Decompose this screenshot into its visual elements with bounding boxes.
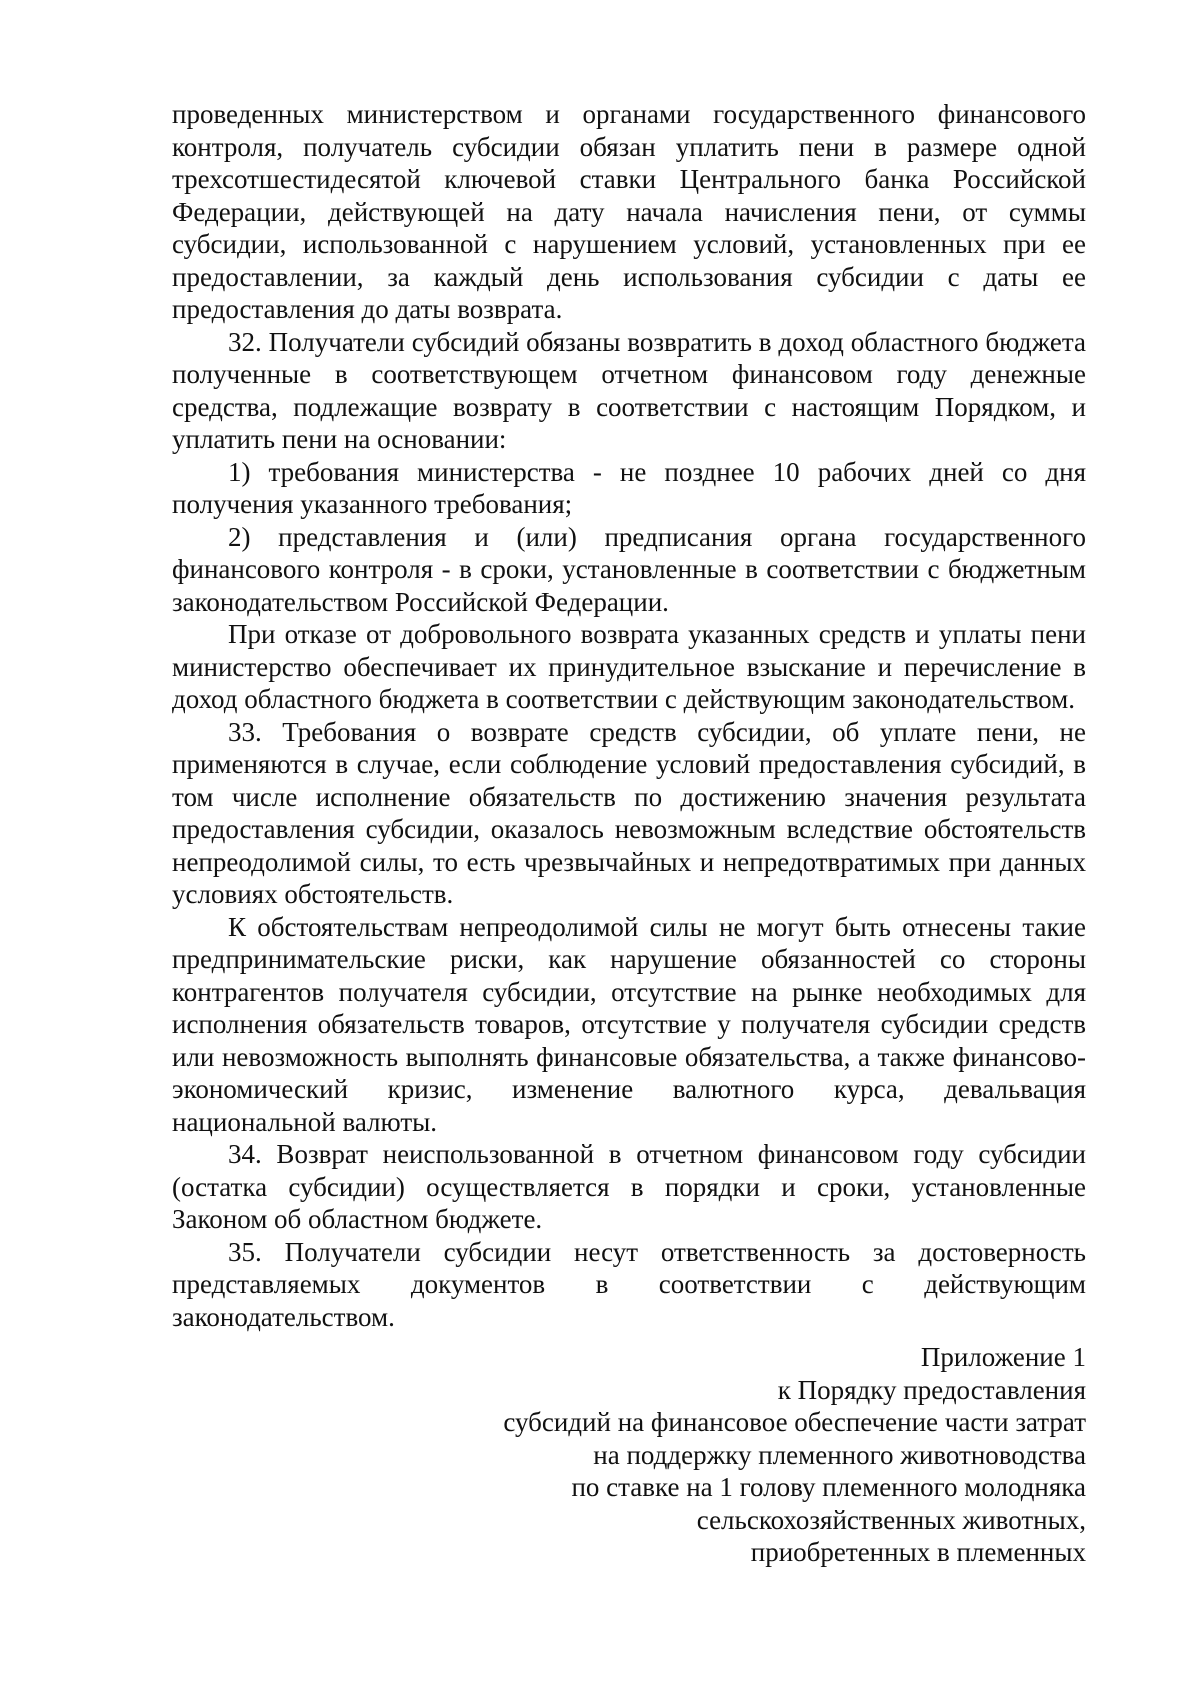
paragraph-clause-35: 35. Получатели субсидии несут ответственность за достоверность представляемых документов в соответствии с действующим законодательством. bbox=[172, 1236, 1086, 1332]
appendix-line: сельскохозяйственных животных, bbox=[696, 1504, 1086, 1535]
appendix-header bbox=[172, 1341, 1086, 1569]
paragraph-continuation: проведенных министерством и органами государственного финансового контроля, получатель субсидии обязан уплатить пени в размере одной трехсотшестидесятой ключевой ставки Центрального банка Российской Федерации, действующей на дату начала начисления пени, от суммы субсидии, использованной с нарушением условий, установленных при ее предоставлении, за каждый день использования субсидии с даты ее предоставления до даты возврата. bbox=[172, 99, 1086, 324]
appendix-title: Приложение 1 bbox=[920, 1342, 1086, 1372]
paragraph-clause-32-refusal: При отказе от добровольного возврата указанных средств и уплаты пени министерство обеспечивает их принудительное взыскание и перечисление в доход областного бюджета в соответствии с действующим законодательством. bbox=[172, 619, 1086, 714]
appendix-line: субсидий на финансовое обеспечение части затрат bbox=[503, 1407, 1086, 1437]
paragraph-clause-32-item-1: 1) требования министерства - не позднее 10 рабочих дней со дня получения указанного требования; bbox=[172, 456, 1086, 519]
paragraph-clause-32: 32. Получатели субсидий обязаны возвратить в доход областного бюджета полученные в соответствующем отчетном финансовом году денежные средства, подлежащие возврату в соответствии с настоящим Порядком, и уплатить пени на основании: bbox=[172, 326, 1086, 454]
paragraph-clause-33-force-majeure: К обстоятельствам непреодолимой силы не могут быть отнесены такие предпринимательские риски, как нарушение обязанностей со стороны контрагентов получателя субсидии, отсутствие на рынке необходимых для исполнения обязательств товаров, отсутствие у получателя субсидии средств или невозможность выполнять финансовые обязательства, а также финансово-экономический кризис, изменение валютного курса, девальвация национальной валюты. bbox=[172, 911, 1086, 1137]
appendix-line: по ставке на 1 голову племенного молодняка bbox=[571, 1472, 1086, 1502]
document-body bbox=[172, 98, 1086, 1333]
appendix-line: к Порядку предоставления bbox=[777, 1374, 1086, 1405]
appendix-line: приобретенных в племенных bbox=[750, 1537, 1086, 1567]
appendix-line: на поддержку племенного животноводства bbox=[593, 1439, 1086, 1470]
paragraph-clause-33: 33. Требования о возврате средств субсидии, об уплате пени, не применяются в случае, если соблюдение условий предоставления субсидий, в том числе исполнение обязательств по достижению значения результата предоставления субсидии, оказалось невозможным вследствие обстоятельств непреодолимой силы, то есть чрезвычайных и непредотвратимых при данных условиях обстоятельств. bbox=[172, 716, 1086, 909]
paragraph-clause-34: 34. Возврат неиспользованной в отчетном финансовом году субсидии (остатка субсидии) осуществляется в порядки и сроки, установленные Законом об областном бюджете. bbox=[172, 1139, 1086, 1234]
paragraph-clause-32-item-2: 2) представления и (или) предписания органа государственного финансового контроля - в сроки, установленные в соответствии с бюджетным законодательством Российской Федерации. bbox=[172, 521, 1086, 617]
